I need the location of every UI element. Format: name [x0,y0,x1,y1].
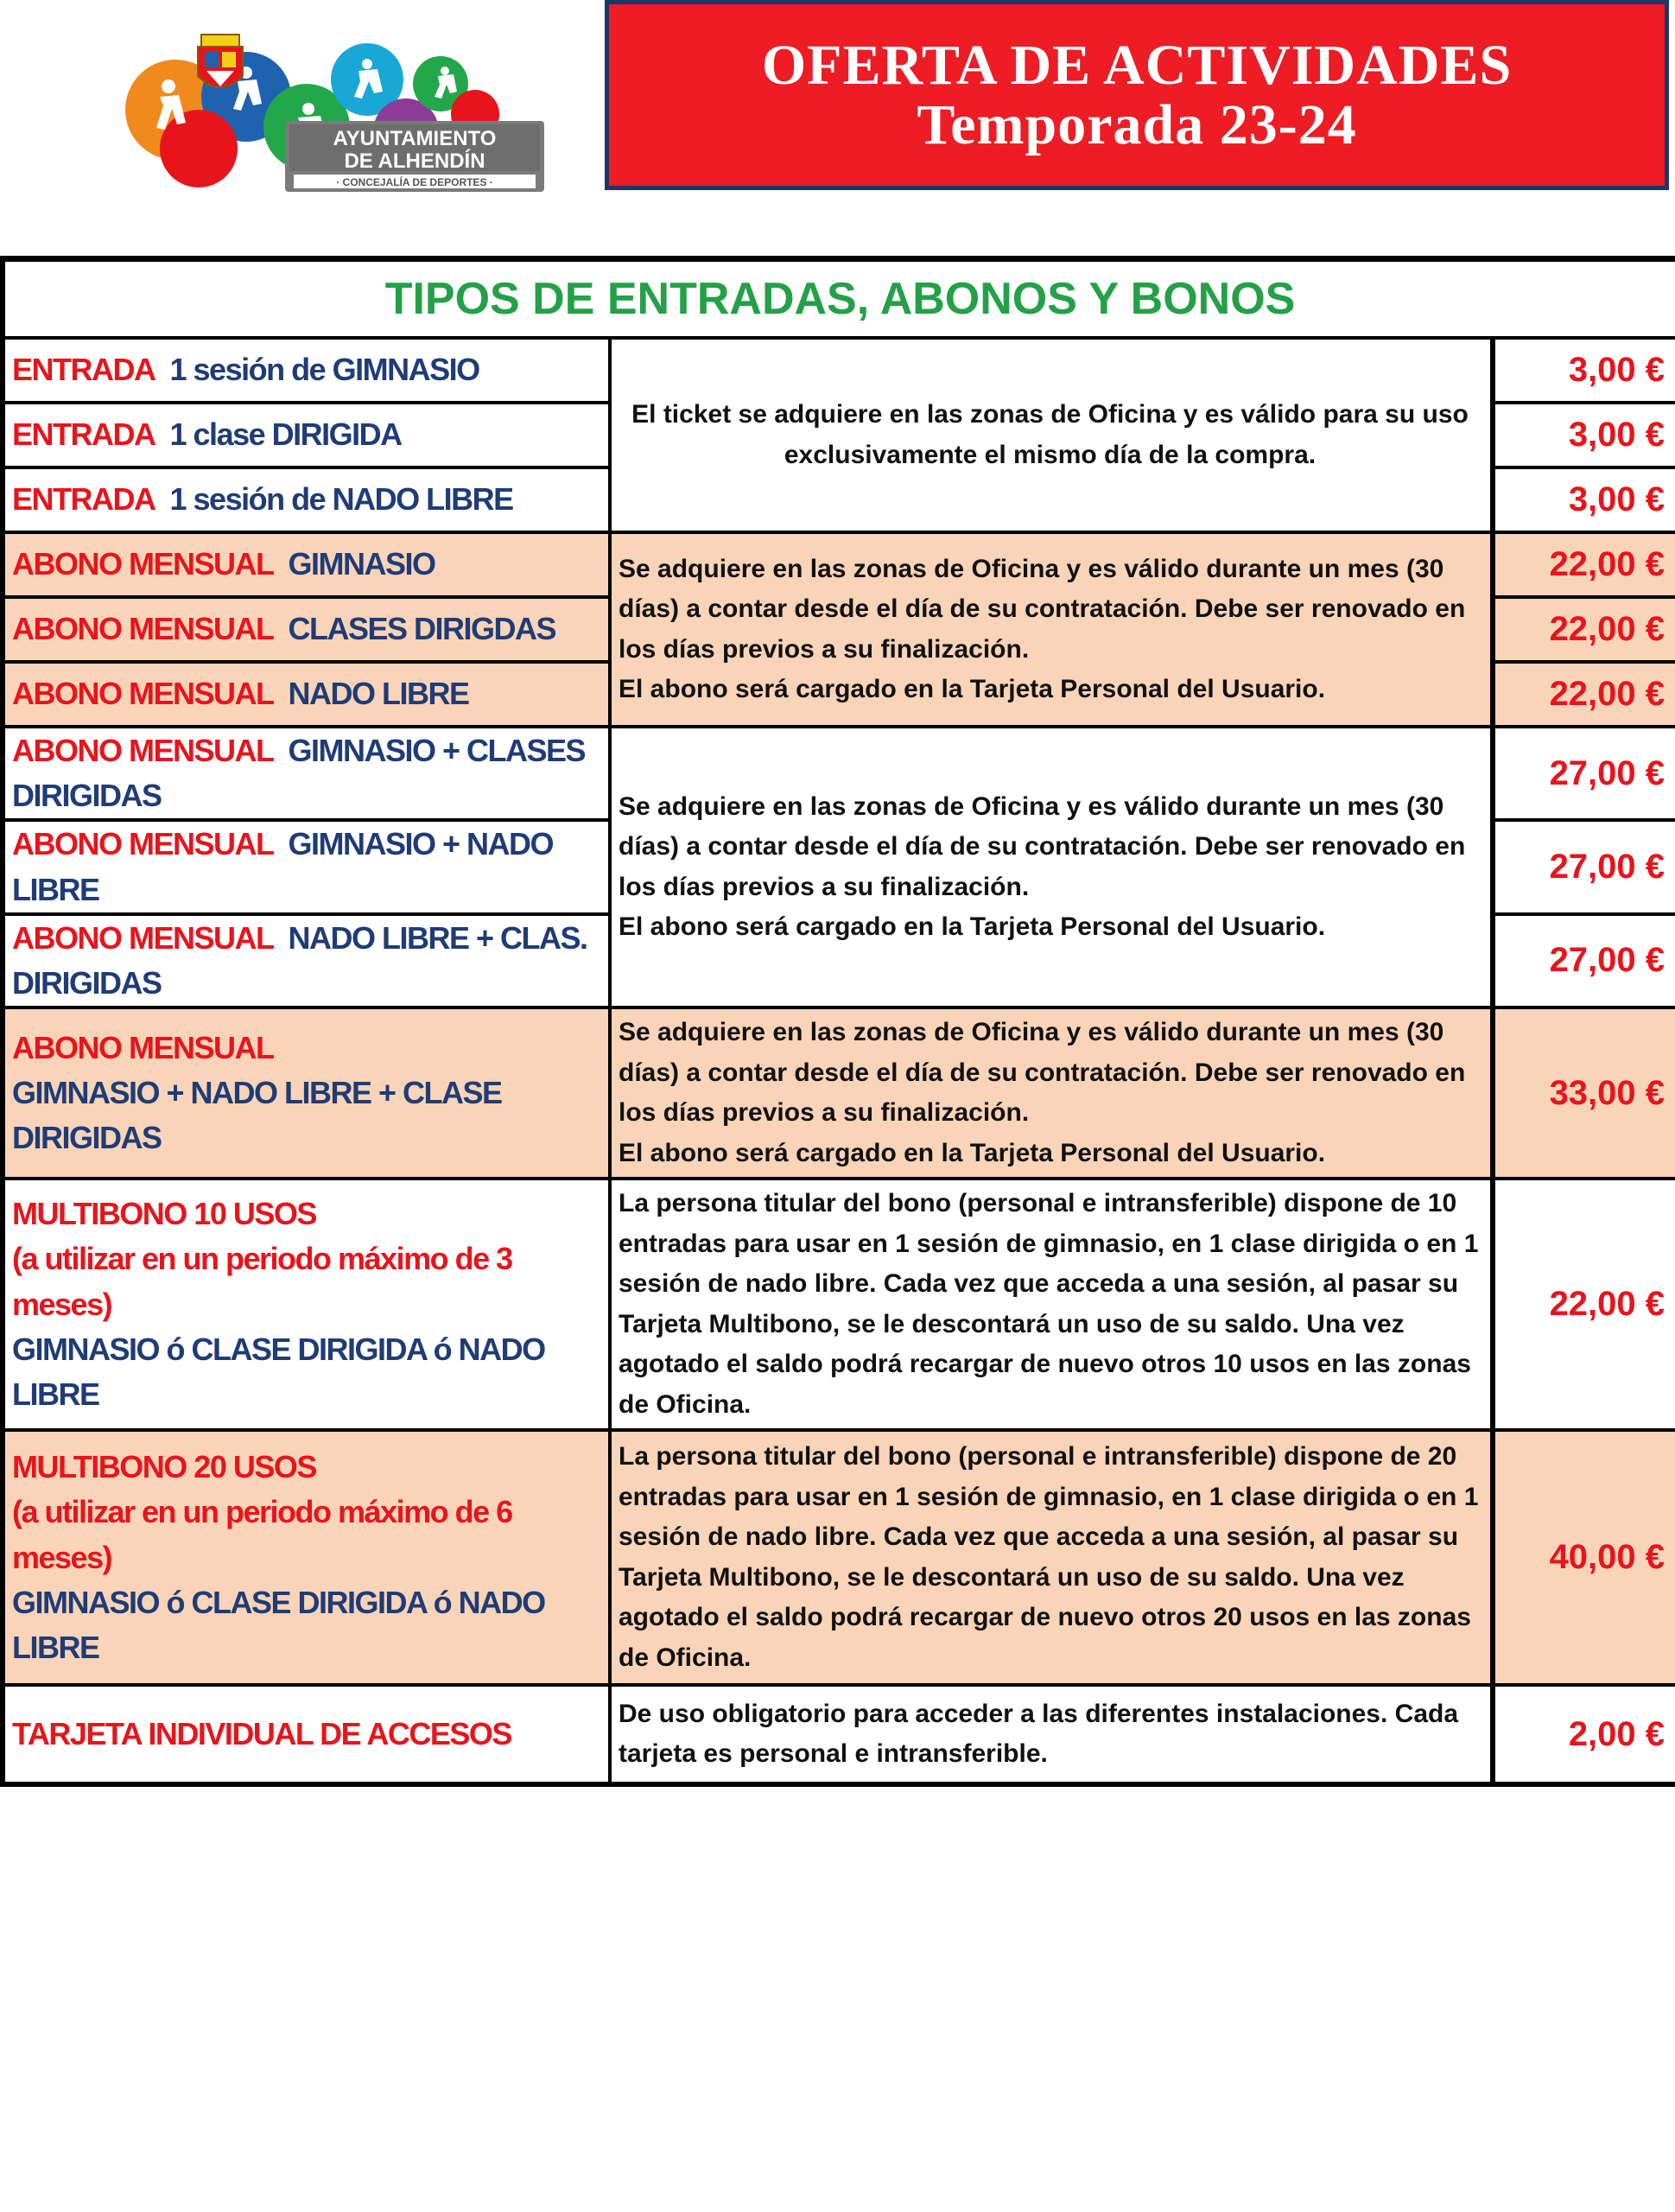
row-period: (a utilizar en un periodo máximo de 3 meses) [12,1241,512,1322]
row-type: ENTRADA [12,481,155,518]
row-description-note: El abono será cargado en la Tarjeta Personal del Usuario. [619,1138,1326,1167]
row-type: ENTRADA [12,416,155,453]
logo-line1: AYUNTAMIENTO [333,127,497,150]
table-row [3,727,1675,820]
row-price: 22,00 € [1493,1179,1675,1430]
row-description-text: Se adquiere en las zonas de Oficina y es válido durante un mes (30 días) a contar desde el día de su contratación. Debe ser renovado en los días previos a su finalización. [619,554,1466,664]
table-row [3,1685,1675,1784]
row-type: ABONO MENSUAL [12,1029,274,1065]
row-price: 22,00 € [1493,662,1675,727]
row-type: ABONO MENSUAL [12,733,274,768]
row-price: 40,00 € [1493,1430,1675,1685]
row-type: ABONO MENSUAL [12,546,274,582]
table-title: TIPOS DE ENTRADAS, ABONOS Y BONOS [384,274,1296,324]
row-type: ABONO MENSUAL [12,826,274,862]
table-title-cell [3,259,1675,339]
row-period: (a utilizar en un periodo máximo de 6 meses) [12,1494,512,1575]
row-item: 1 clase DIRIGIDA [169,416,402,453]
table-row [3,1430,1675,1685]
row-price: 3,00 € [1493,403,1675,467]
row-description-text: Se adquiere en las zonas de Oficina y es válido durante un mes (30 días) a contar desde el día de su contratación. Debe ser renovado en los días previos a su finalización. [619,1018,1466,1128]
row-type: ENTRADA [12,352,155,388]
row-item: NADO LIBRE + CLAS. DIRIGIDAS [12,919,587,1001]
row-type: MULTIBONO 20 USOS [12,1449,316,1485]
row-item: GIMNASIO ó CLASE DIRIGIDA ó NADO LIBRE [12,1331,545,1412]
row-description: De uso obligatorio para acceder a las diferentes instalaciones. Cada tarjeta es personal e intransferible. [610,1685,1493,1784]
logo-line2: DE ALHENDÍN [344,149,485,173]
table-row [3,532,1675,597]
row-item: 1 sesión de NADO LIBRE [169,481,513,518]
row-item: GIMNASIO + CLASES DIRIGIDAS [12,733,586,814]
row-item: GIMNASIO [288,546,435,582]
row-type: ABONO MENSUAL [12,676,274,712]
row-type: ABONO MENSUAL [12,919,274,956]
row-price: 27,00 € [1493,727,1675,820]
row-description: La persona titular del bono (personal e intransferible) dispone de 20 entradas para usar en 1 sesión de gimnasio, en 1 clase dirigida o en 1 sesión de nado libre. Cada vez que acceda a una sesión, al pasar su Tarjeta Multibono, se le descontará un uso de su saldo. Una vez agotado el saldo podrá recargar de nuevo otros 20 usos en las zonas de Oficina. [610,1430,1493,1685]
row-description [610,1007,1493,1179]
table-row [3,1179,1675,1430]
row-price: 3,00 € [1493,338,1675,403]
row-description: La persona titular del bono (personal e intransferible) dispone de 10 entradas para usar en 1 sesión de gimnasio, en 1 clase dirigida o en 1 sesión de nado libre. Cada vez que acceda a una sesión, al pasar su Tarjeta Multibono, se le descontará un uso de su saldo. Una vez agotado el saldo podrá recargar de nuevo otros 10 usos en las zonas de Oficina. [610,1179,1493,1430]
row-type: TARJETA INDIVIDUAL DE ACCESOS [12,1716,511,1752]
row-description [610,727,1493,1007]
row-description-text: Se adquiere en las zonas de Oficina y es válido durante un mes (30 días) a contar desde el día de su contratación. Debe ser renovado en los días previos a su finalización. [619,791,1466,901]
row-price: 22,00 € [1493,597,1675,662]
row-item: GIMNASIO + NADO LIBRE + CLASE DIRIGIDAS [12,1075,502,1156]
table-row [3,338,1675,403]
row-price: 33,00 € [1493,1007,1675,1179]
banner-subtitle: Temporada 23-24 [917,93,1357,156]
title-banner [605,0,1669,190]
sports-logo-icon [108,19,549,196]
row-item: NADO LIBRE [288,676,469,712]
row-item: 1 sesión de GIMNASIO [169,352,479,388]
banner-title: OFERTA DE ACTIVIDADES [761,33,1513,97]
row-item: GIMNASIO ó CLASE DIRIGIDA ó NADO LIBRE [12,1584,545,1665]
row-description: El ticket se adquiere en las zonas de Oficina y es válido para su uso exclusivamente el mismo día de la compra. [610,338,1493,532]
row-price: 3,00 € [1493,467,1675,532]
row-description [610,532,1493,727]
logo-line3: · CONCEJALÍA DE DEPORTES · [336,176,493,188]
price-table [0,256,1675,1787]
row-item: CLASES DIRIGDAS [288,611,556,647]
row-price: 22,00 € [1493,532,1675,597]
row-item: GIMNASIO + NADO LIBRE [12,826,554,907]
row-price: 27,00 € [1493,820,1675,913]
ayuntamiento-logo [108,19,549,196]
table-row [3,1007,1675,1179]
row-price: 27,00 € [1493,914,1675,1007]
row-type: ABONO MENSUAL [12,611,274,647]
row-description-note: El abono será cargado en la Tarjeta Personal del Usuario. [619,675,1326,703]
row-description-note: El abono será cargado en la Tarjeta Personal del Usuario. [619,912,1326,942]
row-type: MULTIBONO 10 USOS [12,1196,316,1232]
row-price: 2,00 € [1493,1685,1675,1784]
